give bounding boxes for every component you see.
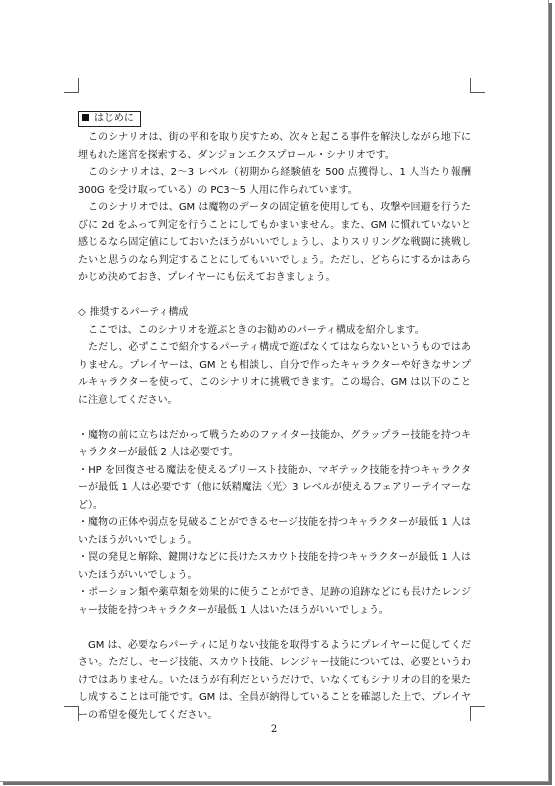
- section-heading-party: [78, 304, 471, 322]
- crop-mark-top-right: [470, 78, 485, 93]
- crop-mark-top-left: [64, 78, 79, 93]
- spacer: [78, 287, 471, 305]
- section-heading-intro: [78, 111, 141, 127]
- party-bullet-4: ・罠の発見と解除、鍵開けなどに長けたスカウト技能を持つキャラクターが最低 1 人はいたほうがいいでしょう。: [78, 552, 471, 581]
- party-paragraph-2: ただし、必ずここで紹介するパーティ構成で遊ばなくてはならないというものではありません。プレイヤーは、GM とも相談し、自分で作ったキャラクターや好きなサンプルキャラクターを使って、このシナリオに挑戦できます。この場合、GM は以下のことに注意してください。: [78, 342, 471, 406]
- party-bullet-5: ・ポーション類や薬草類を効果的に使うことができ、足跡の追跡などにも長けたレンジャー技能を持つキャラクターが最低 1 人はいたほうがいいでしょう。: [78, 587, 471, 616]
- diamond-icon: ◇: [78, 307, 86, 318]
- party-paragraph-1: ここでは、このシナリオを遊ぶときのお勧めのパーティ構成を紹介します。: [88, 324, 425, 336]
- crop-mark-bottom-left: [64, 706, 79, 721]
- page-body: [78, 110, 471, 724]
- party-bullet-1: ・魔物の前に立ちはだかって戦うためのファイター技能か、グラップラー技能を持つキャラクターが最低 2 人は必要です。: [78, 429, 471, 458]
- intro-paragraph-3: このシナリオでは、GM は魔物のデータの固定値を使用しても、攻撃や回避を行うたびに 2d をふって判定を行うことにしてもかまいません。また、GM に慣れていないと感じるなら固定値にしておいたほうがいいでしょうし、よりスリリングな戦闘に挑戦したいと思うのなら判定することにしてもいいでしょう。ただし、どちらにするかはあらかじめ決めておき、プレイヤーにも伝えておきましょう。: [78, 202, 471, 283]
- section-heading-intro-text: はじめに: [94, 113, 134, 124]
- crop-mark-bottom-right: [470, 706, 485, 721]
- party-closing-paragraph: GM は、必要ならパーティに足りない技能を取得するようにプレイヤーに促してください。ただし、セージ技能、スカウト技能、レンジャー技能については、必要というわけではありません。いたほうが有利だというだけで、いなくてもシナリオの目的を果たし成することは可能です。GM は、全員が納得していることを確認した上で、プレイヤーの希望を優先してください。: [78, 639, 471, 721]
- party-bullet-2: ・HP を回復させる魔法を使えるプリースト技能か、マギテック技能を持つキャラクターが最低 1 人は必要です（他に妖精魔法〈光〉3 レベルが使えるフェアリーテイマーなど）。: [78, 464, 471, 511]
- intro-paragraph-1: このシナリオは、街の平和を取り戻すため、次々と起こる事件を解決しながら地下に埋もれた迷宮を探索する、ダンジョンエクスプロール・シナリオです。: [78, 132, 471, 161]
- black-square-icon: [82, 114, 89, 121]
- section-heading-party-text: 推奨するパーティ構成: [89, 307, 189, 318]
- spacer: [78, 619, 471, 637]
- intro-paragraph-2: このシナリオは、2～3 レベル（初期から経験値を 500 点獲得し、1 人当たり報酬 300G を受け取っている）の PC3～5 人用に作られています。: [78, 167, 471, 196]
- party-bullet-3: ・魔物の正体や弱点を見破ることができるセージ技能を持つキャラクターが最低 1 人はいたほうがいいでしょう。: [78, 517, 471, 546]
- page-number: 2: [270, 724, 278, 735]
- spacer: [78, 409, 471, 427]
